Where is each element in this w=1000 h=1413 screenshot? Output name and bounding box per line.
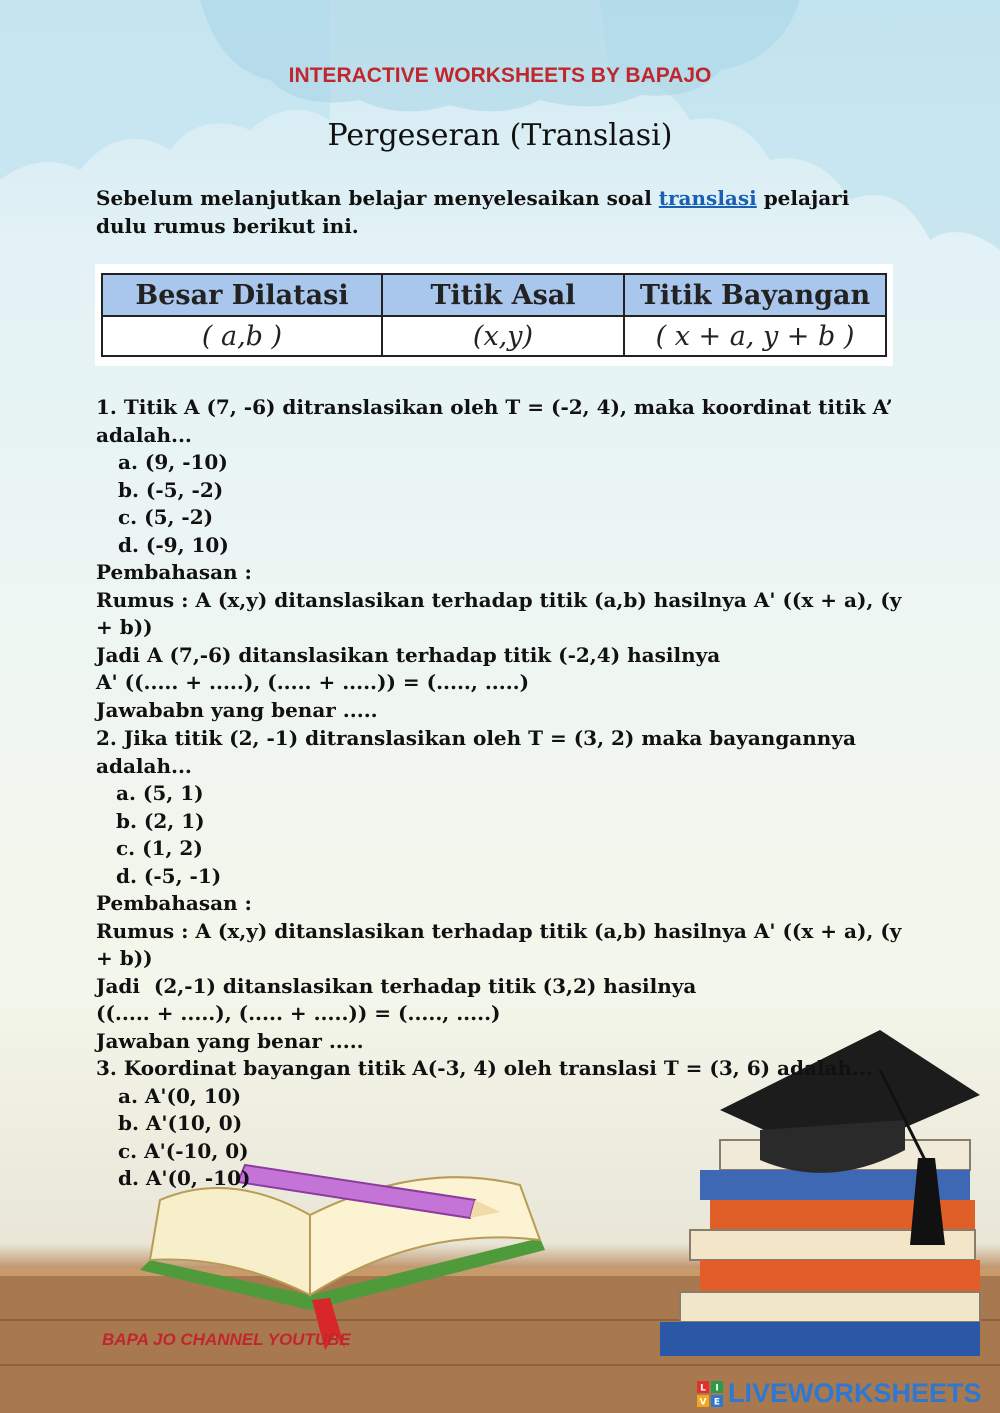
- question-3-option-a[interactable]: a. A'(0, 10): [118, 1083, 242, 1108]
- explanation-2-jadi: Jadi (2,-1) ditanslasikan terhadap titik (3,2) hasilnya: [96, 973, 697, 998]
- table-cell-image: ( x + a, y + b ): [624, 316, 886, 356]
- question-2-text: 2. Jika titik (2, -1) ditranslasikan oleh T = (3, 2) maka bayangannya adalah...: [96, 726, 856, 778]
- question-1-option-b[interactable]: b. (-5, -2): [118, 477, 224, 502]
- translasi-link[interactable]: translasi: [658, 186, 757, 210]
- question-3: [96, 1055, 916, 1193]
- book-stack-5: [700, 1260, 980, 1292]
- table-header-titik-asal: Titik Asal: [382, 274, 624, 316]
- formula-table-container: [95, 264, 893, 366]
- question-3-option-b[interactable]: b. A'(10, 0): [118, 1111, 243, 1135]
- question-1-text: 1. Titik A (7, -6) ditranslasikan oleh T = (-2, 4), maka koordinat titik A’ adalah...: [96, 395, 893, 447]
- question-1-option-d[interactable]: d. (-9, 10): [118, 532, 229, 557]
- explanation-1-heading: Pembahasan :: [96, 560, 252, 584]
- question-1: [96, 394, 916, 559]
- page-title: Pergeseran (Translasi): [327, 118, 673, 153]
- liveworksheets-brand[interactable]: LIVEWORKSHEETS: [728, 1378, 982, 1408]
- logo-letter: V: [699, 1397, 707, 1407]
- logo-letter: E: [713, 1397, 721, 1407]
- explanation-2-answer[interactable]: Jawaban yang benar .....: [96, 1028, 364, 1053]
- question-1-option-a[interactable]: a. (9, -10): [118, 450, 228, 474]
- explanation-2-heading: Pembahasan :: [96, 891, 252, 915]
- intro-text-end: pelajari dulu rumus berikut ini.: [96, 186, 850, 238]
- question-2-option-d[interactable]: d. (-5, -1): [116, 863, 222, 888]
- explanation-1: [96, 559, 916, 724]
- liveworksheets-logo-icon: [697, 1381, 723, 1407]
- table-header-titik-bayangan: Titik Bayangan: [624, 274, 886, 316]
- table-header-besar-dilatasi: Besar Dilatasi: [102, 274, 382, 316]
- logo-letter: L: [700, 1383, 706, 1394]
- question-3-text: 3. Koordinat bayangan titik A(-3, 4) oleh translasi T = (3, 6) adalah...: [96, 1056, 873, 1080]
- question-2-option-b[interactable]: b. (2, 1): [116, 808, 205, 833]
- explanation-2: [96, 890, 916, 1055]
- question-1-option-c[interactable]: c. (5, -2): [118, 505, 214, 529]
- intro-text: Sebelum melanjutkan belajar menyelesaikan soal: [96, 186, 659, 210]
- intro-paragraph: [96, 184, 906, 240]
- question-3-option-d[interactable]: d. A'(0, -10): [118, 1166, 251, 1190]
- book-stack-7: [660, 1322, 980, 1356]
- question-2-option-c[interactable]: c. (1, 2): [116, 836, 203, 860]
- formula-table-row: [102, 316, 886, 356]
- table-cell-translation: ( a,b ): [102, 316, 382, 356]
- question-2-option-a[interactable]: a. (5, 1): [116, 781, 204, 805]
- worksheet-credit: INTERACTIVE WORKSHEETS BY BAPAJO: [288, 64, 712, 87]
- formula-table-header-row: [102, 274, 886, 316]
- explanation-1-fill[interactable]: A' ((..... + .....), (..... + .....)) = (....., .....): [96, 670, 530, 694]
- explanation-2-fill[interactable]: ((..... + .....), (..... + .....)) = (....., .....): [96, 1001, 501, 1025]
- youtube-channel-credit: BAPA JO CHANNEL YOUTUBE: [102, 1330, 351, 1349]
- explanation-1-jadi: Jadi A (7,-6) ditanslasikan terhadap titik (-2,4) hasilnya: [96, 642, 721, 667]
- logo-letter: I: [715, 1383, 719, 1394]
- explanation-2-rumus: Rumus : A (x,y) ditanslasikan terhadap titik (a,b) hasilnya A' ((x + a), (y + b)): [96, 918, 902, 970]
- table-cell-origin: (x,y): [382, 316, 624, 356]
- question-3-option-c[interactable]: c. A'(-10, 0): [118, 1138, 249, 1163]
- book-stack-6: [680, 1292, 980, 1322]
- explanation-1-rumus: Rumus : A (x,y) ditanslasikan terhadap titik (a,b) hasilnya A' ((x + a), (y + b)): [96, 587, 902, 639]
- explanation-1-answer[interactable]: Jawababn yang benar .....: [96, 697, 378, 722]
- question-2: [96, 725, 916, 890]
- formula-table: [101, 273, 887, 357]
